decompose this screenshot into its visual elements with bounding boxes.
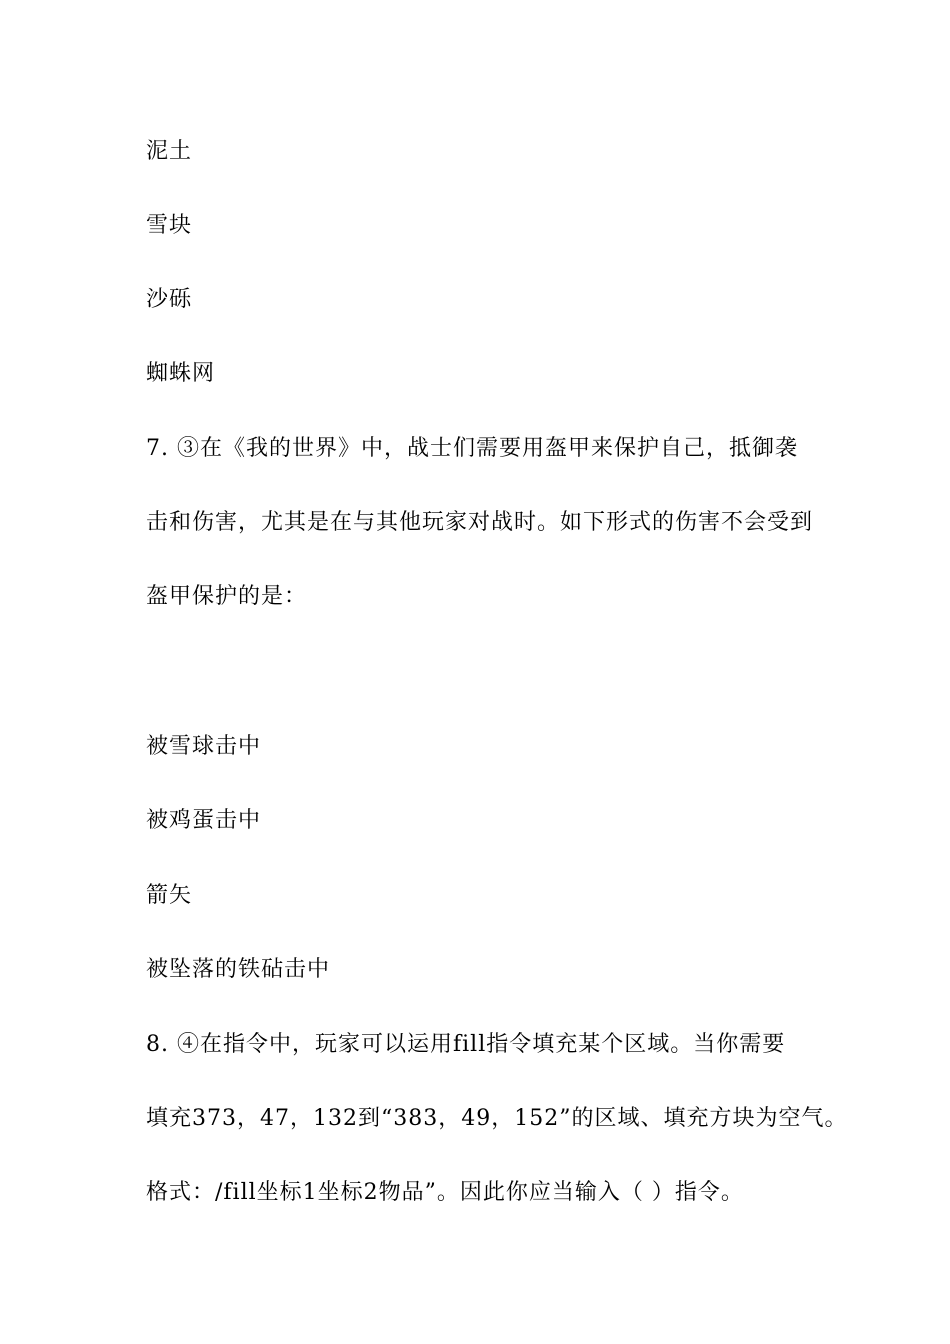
question-8-line-2: 填充373，47，132到“383，49，152”的区域、填充方块为空气。	[146, 1106, 848, 1131]
option-text: 被雪球击中	[146, 734, 262, 759]
option-text: 沙砾	[146, 287, 193, 312]
question-7-line-3: 盔甲保护的是：	[146, 584, 308, 609]
question-8-line-1: 8. ④在指令中，玩家可以运用fill指令填充某个区域。当你需要	[146, 1032, 786, 1057]
question-7-line-2: 击和伤害，尤其是在与其他玩家对战时。如下形式的伤害不会受到	[146, 510, 814, 535]
option-text: 箭矢	[146, 883, 193, 908]
option-text: 被鸡蛋击中	[146, 808, 262, 833]
option-text: 雪块	[146, 213, 193, 238]
option-text: 被坠落的铁砧击中	[146, 957, 331, 982]
option-text: 泥土	[146, 139, 193, 164]
option-text: 蜘蛛网	[146, 361, 216, 386]
question-8-line-3: 格式：/fill坐标1坐标2物品”。因此你应当输入（ ）指令。	[146, 1180, 744, 1205]
question-7-line-1: 7. ③在《我的世界》中，战士们需要用盔甲来保护自己，抵御袭	[146, 436, 798, 461]
